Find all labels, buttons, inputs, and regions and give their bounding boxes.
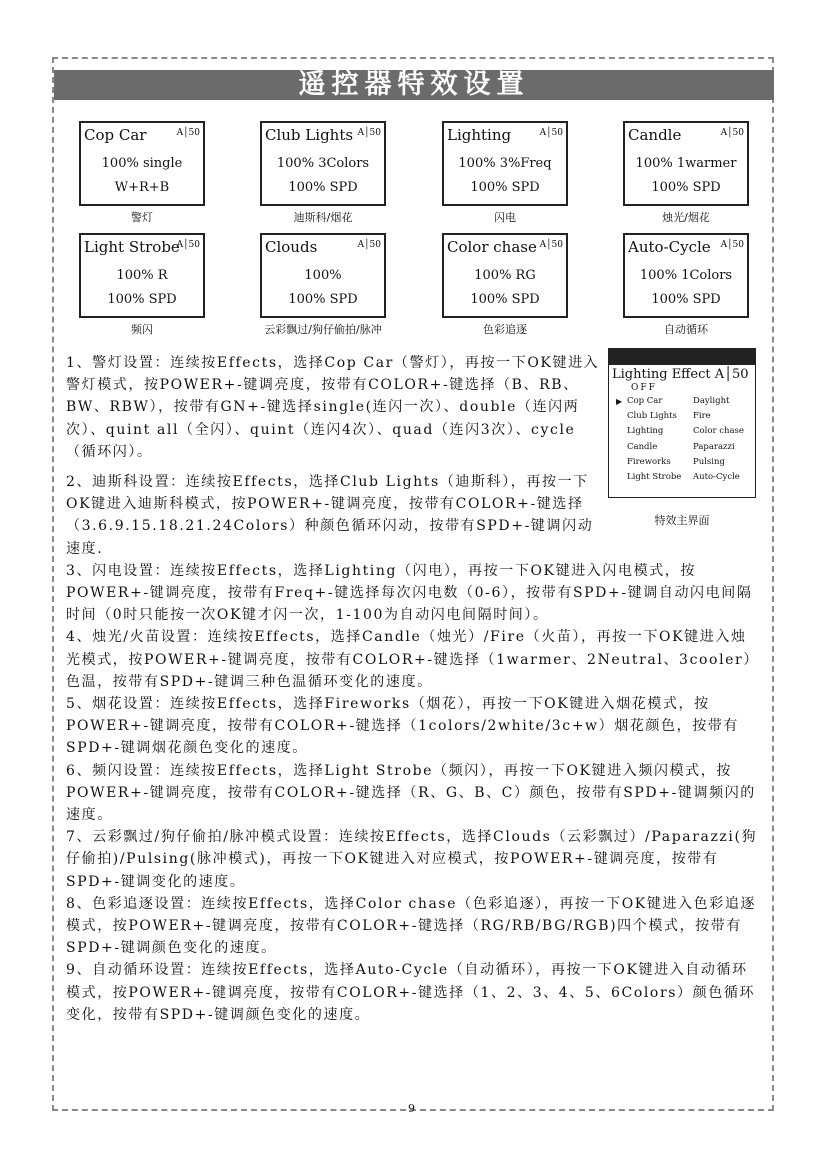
mode-line-1: 100% RG	[474, 268, 536, 283]
menu-item-fireworks: Fireworks	[627, 456, 671, 467]
mode-display	[260, 233, 386, 318]
paragraph-lighting: 3、闪电设置：连续按Effects，选择Lighting（闪电），再按一下OK键进入闪电模式，按POWER+-键调亮度，按带有Freq+-键选择每次闪电数（0-6），按带有SPD+-键调自动闪电间隔时间（0时只能按一次OK键才闪一次，1-100为自动闪电间隔时间）。	[66, 562, 753, 624]
mode-caption: 自动循环	[664, 323, 708, 336]
mode-line-1: 100% single	[101, 156, 183, 171]
mode-indicator: A│50	[539, 128, 563, 138]
mode-caption: 迪斯科/烟花	[293, 211, 353, 224]
mode-caption: 频闪	[131, 323, 153, 336]
mode-indicator: A│50	[176, 240, 200, 250]
mode-card-candle	[623, 121, 749, 225]
mode-display	[623, 233, 749, 318]
mode-line-2: 100% SPD	[470, 292, 540, 307]
menu-header: Lighting Effect A│50	[612, 367, 749, 382]
mode-display	[442, 233, 568, 318]
mode-line-2: W+R+B	[114, 180, 170, 195]
mode-line-2: 100% SPD	[288, 180, 358, 195]
selection-arrow-icon: ▶	[616, 397, 623, 406]
mode-display	[79, 233, 205, 318]
mode-display	[79, 121, 205, 206]
mode-name: Color chase	[447, 238, 537, 256]
mode-line-2: 100% SPD	[651, 180, 721, 195]
mode-line-1: 100% 1Colors	[639, 268, 733, 283]
mode-name: Candle	[628, 126, 682, 144]
mode-indicator: A│50	[357, 128, 381, 138]
paragraph-club-lights-intro: 2、迪斯科设置：连续按Effects，选择Club Lights（迪斯科），再按一下OK键进入迪斯科模式，按POWER+-键调亮度，按带有COLOR+-键选择（3.6.9.15.18.21.24Colors）种颜色循环闪动，按带有SPD+-键调闪动速度.	[66, 474, 594, 557]
mode-line-2: 100% SPD	[651, 292, 721, 307]
menu-caption: 特效主界面	[654, 514, 710, 527]
menu-item-fire: Fire	[693, 411, 711, 422]
mode-card-clouds	[260, 233, 386, 337]
mode-name: Cop Car	[84, 126, 147, 144]
mode-indicator: A│50	[176, 128, 200, 138]
mode-card-lighting	[442, 121, 568, 225]
menu-item-candle: Candle	[627, 441, 658, 452]
mode-display	[623, 121, 749, 206]
paragraph-candle: 4、烛光/火苗设置：连续按Effects，选择Candle（烛光）/Fire（火苗），再按一下OK键进入烛光模式，按POWER+-键调亮度，按带有COLOR+-键选择（1warmer、2Neutral、3cooler）色温，按带有SPD+-键调三种色温循环变化的速度。	[66, 629, 759, 690]
mode-caption: 闪电	[494, 211, 516, 224]
menu-item-paparazzi: Paparazzi	[693, 441, 735, 452]
mode-card-light-strobe	[79, 233, 205, 337]
instructions-body	[66, 352, 761, 1026]
menu-item-light-strobe: Light Strobe	[627, 472, 682, 483]
mode-name: Auto-Cycle	[628, 238, 711, 256]
mode-name: Club Lights	[265, 126, 354, 144]
menu-off-item: OFF	[631, 383, 657, 393]
menu-item-auto-cycle: Auto-Cycle	[693, 472, 740, 483]
paragraph-auto-cycle: 9、自动循环设置：连续按Effects，选择Auto-Cycle（自动循环），再按一下OK键进入自动循环模式，按POWER+-键调亮度，按带有COLOR+-键选择（1、2、3、4、5、6Colors）颜色循环变化，按带有SPD+-键调颜色变化的速度。	[66, 962, 756, 1023]
mode-name: Clouds	[265, 238, 318, 256]
paragraph-fireworks: 5、烟花设置：连续按Effects，选择Fireworks（烟花），再按一下OK键进入烟花模式，按POWER+-键调亮度，按带有COLOR+-键选择（1colors/2white/3c+w）烟花颜色，按带有SPD+-键调烟花颜色变化的速度。	[66, 696, 740, 757]
mode-line-2: 100% SPD	[107, 292, 177, 307]
mode-line-1: 100% 3Colors	[276, 156, 370, 171]
menu-item-color-chase: Color chase	[693, 426, 744, 437]
mode-card-color-chase	[442, 233, 568, 337]
paragraph-color-chase: 8、色彩追逐设置：连续按Effects，选择Color chase（色彩追逐），再按一下OK键进入色彩追逐模式，按POWER+-键调亮度，按带有COLOR+-键选择（RG/RB/BG/RGB)四个模式，按带有SPD+-键调颜色变化的速度。	[66, 895, 757, 957]
menu-item-daylight: Daylight	[693, 396, 730, 406]
menu-item-lighting: Lighting	[627, 426, 664, 437]
page-number: 9	[408, 1102, 415, 1115]
paragraph-cop-car: 1、警灯设置：连续按Effects，选择Cop Car（警灯），再按一下OK键进入警灯模式，按POWER+-键调亮度，按带有COLOR+-键选择（B、RB、BW、RBW），按带有GN+-键选择single(连闪一次）、double（连闪两次）、quint all（全闪）、quint（连闪4次）、quad（连闪3次）、cycle（循环闪）。	[66, 355, 600, 460]
mode-indicator: A│50	[720, 240, 744, 250]
mode-display	[260, 121, 386, 206]
mode-name: Light Strobe	[84, 238, 180, 256]
mode-line-1: 100% 3%Freq	[458, 156, 552, 171]
mode-line-2: 100% SPD	[288, 292, 358, 307]
mode-card-club-lights	[260, 121, 386, 225]
mode-caption: 云彩飘过/狗仔偷拍/脉冲	[264, 323, 382, 336]
mode-line-2: 100% SPD	[470, 180, 540, 195]
mode-caption: 警灯	[131, 211, 153, 224]
paragraph-light-strobe: 6、频闪设置：连续按Effects，选择Light Strobe（频闪），再按一下OK键进入频闪模式，按POWER+-键调亮度，按带有COLOR+-键选择（R、G、B、C）颜色，按带有SPD+-键调频闪的速度。	[66, 762, 756, 824]
mode-line-1: 100% 1warmer	[635, 156, 737, 171]
mode-line-1: 100%	[304, 268, 342, 283]
mode-indicator: A│50	[357, 240, 381, 250]
mode-display	[442, 121, 568, 206]
paragraph-clouds: 7、云彩飘过/狗仔偷拍/脉冲模式设置：连续按Effects，选择Clouds（云彩飘过）/Paparazzi(狗仔偷拍)/Pulsing(脉冲模式)，再按一下OK键进入对应模式，按POWER+-键调亮度，按带有SPD+-键调变化的速度。	[66, 829, 758, 890]
menu-item-pulsing: Pulsing	[693, 456, 725, 467]
mode-caption: 色彩追逐	[483, 323, 527, 336]
mode-card-auto-cycle	[623, 233, 749, 337]
mode-name: Lighting	[447, 126, 512, 144]
mode-indicator: A│50	[720, 128, 744, 138]
mode-card-cop-car	[79, 121, 205, 225]
page-title: 遥控器特效设置	[54, 70, 774, 100]
menu-item-club-lights: Club Lights	[627, 411, 677, 422]
mode-indicator: A│50	[539, 240, 563, 250]
mode-line-1: 100% R	[116, 268, 168, 283]
menu-item-cop-car: ▶ Cop Car	[627, 394, 693, 409]
mode-caption: 烛光/烟花	[662, 211, 710, 224]
